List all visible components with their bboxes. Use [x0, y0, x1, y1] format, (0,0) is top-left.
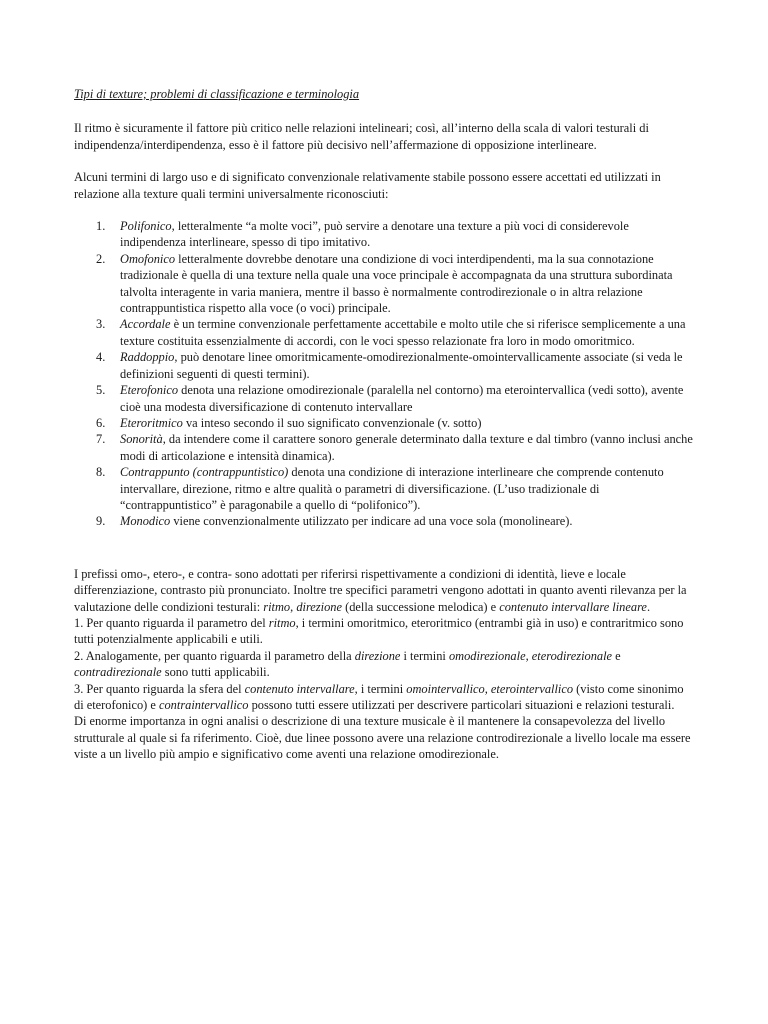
- list-item: [74, 316, 694, 349]
- list-item: [74, 464, 694, 513]
- term-contraintervallico: contraintervallico: [158, 698, 249, 712]
- point-rhythm: [74, 615, 694, 648]
- closing-paragraph: Di enorme importanza in ogni analisi o descrizione di una texture musicale è il mantenere la consapevolezza del livello strutturale al quale si fa riferimento. Cioè, due linee possono avere una relazione controdirezionale a livello locale ma essere viste a un livello più ampio e significativo come aventi una relazione omodirezionale.: [74, 714, 691, 762]
- text-run: I prefissi omo-, etero-, e contra- sono adottati per riferirsi rispettivamente a condizioni di identità, lieve e locale differenziazione, contrasto più pronunciato. Inoltre tre specifici parametri vengono adottati in quanto aventi rilevanza per la valutazione delle condizioni testurali:: [74, 566, 687, 614]
- text-run: ,: [290, 599, 297, 614]
- list-number: 2.: [96, 251, 106, 266]
- term-ritmo: ritmo: [263, 599, 291, 614]
- term-direzione: direzione: [296, 599, 342, 614]
- list-term: Polifonico: [120, 219, 172, 234]
- point-interval: [74, 681, 694, 714]
- text-run: 2. Analogamente, per quanto riguarda il parametro della: [74, 648, 355, 663]
- term-contradirezionale: contradirezionale: [74, 665, 162, 680]
- text-run: , i termini: [354, 681, 407, 696]
- prefixes-paragraph: [74, 566, 694, 615]
- list-number: 8.: [96, 465, 106, 480]
- list-item: [74, 251, 694, 317]
- list-definition: letteralmente dovrebbe denotare una condizione di voci interdipendenti, ma la sua connotazione tradizionale è quella di una texture nella quale una voce principale è accompagnata da una struttura subordinata talvolta interagente in varia maniera, mentre il basso è normalmente controdirezionale o in altra relazione contrappuntistica rispetto alla voce (o voci) principale.: [120, 251, 673, 316]
- term-list: omodirezionale, eterodirezionale: [448, 648, 613, 663]
- text-run: sono tutti applicabili.: [161, 665, 270, 680]
- point-direction: [74, 648, 694, 681]
- list-definition: , da intendere come il carattere sonoro generale determinato dalla texture e dal timbro (vanno inclusi anche modi di articolazione e intensità dinamica).: [120, 432, 693, 463]
- list-item: [74, 513, 694, 529]
- list-term: Eteroritmico: [120, 415, 183, 430]
- text-run: 1. Per quanto riguarda il parametro del: [74, 615, 269, 630]
- list-definition: va inteso secondo il suo significato convenzionale (v. sotto): [182, 415, 482, 430]
- list-number: 9.: [96, 514, 106, 529]
- list-number: 1.: [96, 219, 106, 234]
- list-item: [74, 349, 694, 382]
- list-number: 4.: [96, 350, 106, 365]
- term-contenuto: contenuto intervallare lineare: [499, 599, 647, 614]
- document-body: [74, 86, 694, 763]
- terms-list: [74, 218, 694, 530]
- list-term: Omofonico: [120, 251, 176, 266]
- intro-paragraph-terms: Alcuni termini di largo uso e di significato convenzionale relativamente stabile possono essere accettati ed utilizzati in relazione alla texture quali termini universalmente riconosciuti:: [74, 170, 661, 201]
- list-term: Raddoppio: [120, 350, 175, 365]
- list-number: 6.: [96, 415, 106, 430]
- list-definition: , letteralmente “a molte voci”, può servire a denotare una texture a più voci di considerevole indipendenza interlineare, spesso di tipo imitativo.: [120, 219, 629, 250]
- list-definition: è un termine convenzionale perfettamente accettabile e molto utile che si riferisce semplicemente a una texture costituita essenzialmente di accordi, con le voci spesso relazionate fra loro in modo omoritmico.: [120, 317, 686, 348]
- list-definition: denota una condizione di interazione interlineare che comprende contenuto intervallare, direzione, ritmo e altre qualità o parametri di diversificazione. (L’uso tradizionale di “contrappuntistico” è paragonabile a quello di “polifonico”).: [120, 465, 664, 512]
- term-list: omointervallico, eterointervallico: [406, 681, 574, 696]
- term-contenuto: contenuto intervallare: [244, 681, 355, 696]
- text-run: (visto come sinonimo di eterofonico) e: [74, 681, 684, 712]
- list-number: 5.: [96, 383, 106, 398]
- list-number: 7.: [96, 432, 106, 447]
- list-definition: denota una relazione omodirezionale (paralella nel contorno) ma eterointervallica (vedi sotto), avente cioè una modesta diversificazione di contenuto intervallare: [120, 383, 684, 414]
- text-run: .: [646, 599, 651, 614]
- list-term: Accordale: [120, 317, 171, 332]
- list-term: Monodico: [120, 514, 171, 529]
- list-definition: viene convenzionalmente utilizzato per indicare ad una voce sola (monolineare).: [170, 514, 573, 529]
- text-run: (della successione melodica) e: [341, 599, 500, 614]
- list-term: Contrappunto (contrappuntistico): [120, 465, 289, 480]
- list-item: [74, 431, 694, 464]
- term-ritmo: ritmo: [268, 615, 296, 630]
- section-heading: Tipi di texture; problemi di classificazione e terminologia: [74, 87, 360, 101]
- text-run: 3. Per quanto riguarda la sfera del: [74, 681, 245, 696]
- text-run: , i termini omoritmico, eteroritmico (entrambi già in uso) e contraritmico sono tutti potenzialmente applicabili e utili.: [74, 615, 684, 647]
- list-term: Sonorità: [120, 432, 163, 447]
- list-item: [74, 382, 694, 415]
- intro-paragraph-rhythm: Il ritmo è sicuramente il fattore più critico nelle relazioni intelineari; così, all’interno della scala di valori testurali di indipendenza/interdipendenza, esso è il fattore più decisivo nell’affermazione di opposizione interlineare.: [74, 121, 649, 152]
- list-item: [74, 415, 694, 431]
- text-run: e: [612, 648, 621, 663]
- list-definition: , può denotare linee omoritmicamente-omodirezionalmente-omointervallicamente associate (si veda le definizioni seguenti di questi termini).: [120, 350, 683, 381]
- list-number: 3.: [96, 317, 106, 332]
- list-item: [74, 218, 694, 251]
- text-run: i termini: [400, 648, 449, 663]
- text-run: possono tutti essere utilizzati per descrivere particolari situazioni e relazioni testurali.: [248, 698, 675, 712]
- term-direzione: direzione: [354, 648, 401, 663]
- list-term: Eterofonico: [120, 383, 179, 398]
